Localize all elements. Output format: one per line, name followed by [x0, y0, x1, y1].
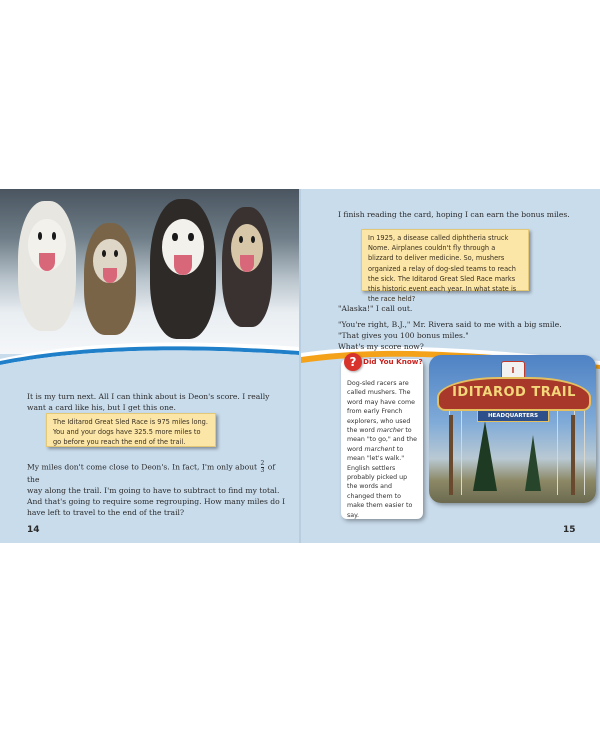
sign-subtitle: HEADQUARTERS [477, 410, 549, 422]
paragraph-2-line-1: My miles don't come close to Deon's. In fact, I'm only about [27, 462, 258, 472]
question-card-text: In 1925, a disease called diphtheria struck Nome. Airplanes couldn't fly through a blizzard to deliver medicine. So, mushers organized a relay of dog-sled teams to reach the sick. The Iditarod Great Sled Race marks this historic event each year. In what state is the race held? [368, 234, 517, 304]
paragraph-2-line-2: way along the trail. I'm going to have to subtract to find my total. [27, 486, 280, 495]
left-page [0, 189, 299, 543]
page-number-left: 14 [27, 525, 40, 535]
dog-figure [222, 207, 272, 327]
spruce-tree [525, 435, 541, 491]
did-you-know-body: Dog-sled racers are called mushers. The word may have come from early French explorers, who used the word marcher to mean "to go," and the word marchent to mean "let's walk." English settlers probably picked up the words and changed them to make them easier to say. [347, 380, 418, 519]
score-card [46, 413, 216, 447]
teacher-response: "You're right, B.J.," Mr. Rivera said to me with a big smile. "That gives you 100 bonus miles." [338, 320, 562, 340]
story-paragraph-1: It is my turn next. All I can think about is Deon's score. I really want a card like his, but I get this one. [27, 392, 270, 412]
birch-trunk [557, 400, 558, 495]
did-you-know-header [341, 353, 423, 373]
sled-dogs-photo [0, 189, 299, 354]
intro-line: I finish reading the card, hoping I can earn the bonus miles. [338, 210, 570, 219]
iditarod-trail-sign-photo [429, 355, 596, 503]
sign-post-left [449, 415, 453, 495]
story-paragraph-2 [27, 461, 287, 518]
birch-trunk [461, 405, 462, 495]
dog-figure [18, 201, 76, 331]
sign-emblem: I [501, 361, 525, 381]
page-number-right: 15 [563, 525, 576, 535]
paragraph-2-line-3: And that's going to require some regrouping. How many miles do I [27, 497, 286, 506]
answer-line: "Alaska!" I call out. [338, 304, 413, 313]
dog-figure [150, 199, 216, 339]
right-page [301, 189, 600, 543]
question-card [361, 229, 529, 304]
spruce-tree [473, 421, 497, 491]
decorative-wave [0, 337, 299, 377]
did-you-know-title: Did You Know? [363, 357, 423, 366]
question-mark-icon: ? [344, 353, 362, 371]
dog-figure [84, 223, 136, 335]
did-you-know-box [341, 355, 423, 519]
score-card-text: The Iditarod Great Sled Race is 975 miles long. You and your dogs have 325.5 more miles to go before you reach the end of the trail. [53, 418, 208, 447]
sign-post-right [571, 415, 575, 495]
fraction-two-thirds: $\frac{2}{3}$ [260, 460, 265, 474]
paragraph-2-line-4: have left to travel to the end of the trail? [27, 508, 185, 517]
score-question: What's my score now? [338, 342, 424, 351]
paragraph-2-line-1-end: of the [27, 462, 276, 484]
book-spread [0, 189, 600, 543]
sign-main-arch: IDITAROD TRAIL [437, 377, 591, 411]
